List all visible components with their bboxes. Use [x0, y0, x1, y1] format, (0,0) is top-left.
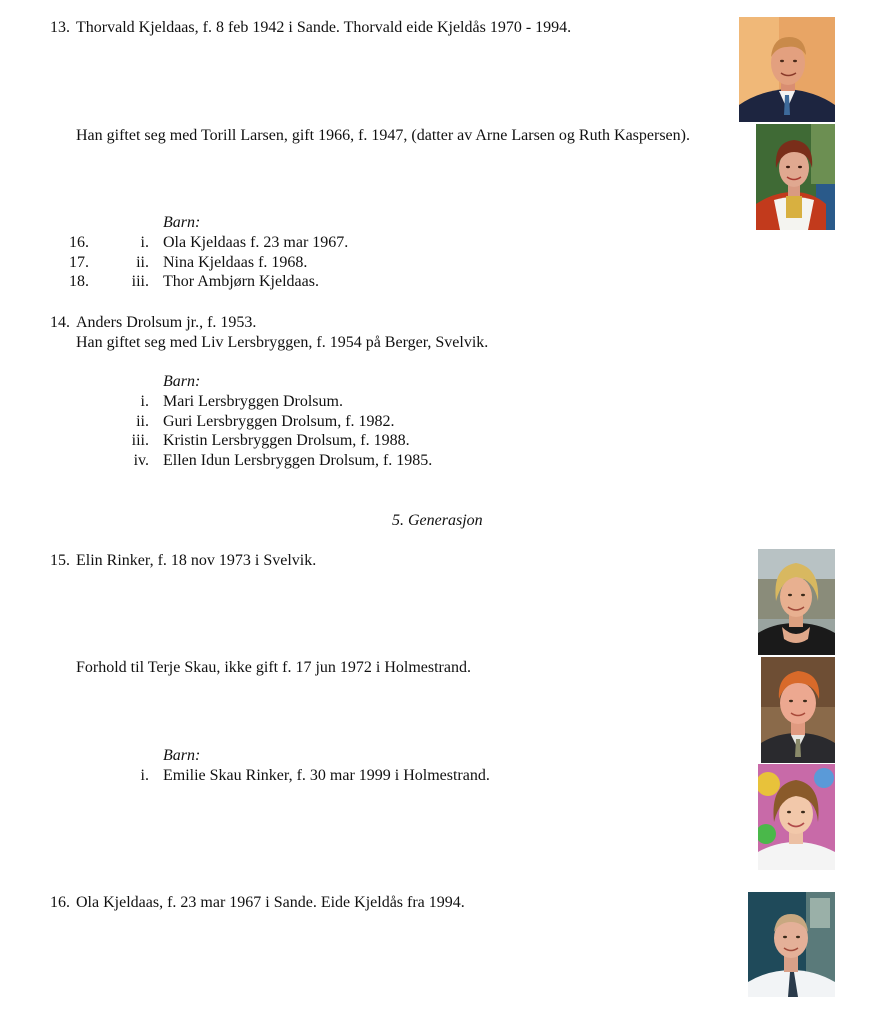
child-roman-numeral: ii.	[136, 254, 149, 271]
portrait-photo-emilie	[758, 764, 835, 870]
portrait-photo-terje	[761, 657, 835, 763]
entry-13-marriage: Han giftet seg med Torill Larsen, gift 1966, f. 1947, (datter av Arne Larsen og Ruth Kaspersen).	[76, 127, 690, 144]
child-roman-numeral: ii.	[136, 413, 149, 430]
entry-13-children-heading: Barn:	[163, 214, 201, 231]
entry-13-text: Thorvald Kjeldaas, f. 8 feb 1942 i Sande. Thorvald eide Kjeldås 1970 - 1994.	[76, 19, 572, 36]
entry-15-children-heading: Barn:	[163, 747, 201, 764]
child-ref-number: 16.	[69, 234, 89, 251]
portrait-photo-elin	[758, 549, 835, 655]
entry-14-number: 14.	[50, 314, 70, 331]
child-name: Thor Ambjørn Kjeldaas.	[163, 273, 319, 290]
entry-15-text: Elin Rinker, f. 18 nov 1973 i Svelvik.	[76, 552, 317, 569]
child-ref-number: 17.	[69, 254, 89, 271]
entry-14-text: Anders Drolsum jr., f. 1953.	[76, 314, 257, 331]
child-name: Guri Lersbryggen Drolsum, f. 1982.	[163, 413, 395, 430]
generation-heading: 5. Generasjon	[392, 512, 483, 529]
entry-14-marriage: Han giftet seg med Liv Lersbryggen, f. 1954 på Berger, Svelvik.	[76, 334, 489, 351]
child-name: Ola Kjeldaas f. 23 mar 1967.	[163, 234, 349, 251]
child-roman-numeral: i.	[140, 393, 149, 410]
child-ref-number: 18.	[69, 273, 89, 290]
portrait-photo-ola	[748, 892, 835, 997]
child-name: Nina Kjeldaas f. 1968.	[163, 254, 308, 271]
child-name: Ellen Idun Lersbryggen Drolsum, f. 1985.	[163, 452, 433, 469]
child-name: Emilie Skau Rinker, f. 30 mar 1999 i Holmestrand.	[163, 767, 490, 784]
child-roman-numeral: i.	[140, 234, 149, 251]
portrait-photo-thorvald	[739, 17, 835, 122]
entry-14-children-heading: Barn:	[163, 373, 201, 390]
entry-13-number: 13.	[50, 19, 70, 36]
entry-16-number: 16.	[50, 894, 70, 911]
child-name: Mari Lersbryggen Drolsum.	[163, 393, 343, 410]
child-roman-numeral: iv.	[133, 452, 149, 469]
entry-15-number: 15.	[50, 552, 70, 569]
portrait-photo-torill	[756, 124, 835, 230]
child-roman-numeral: i.	[140, 767, 149, 784]
entry-16-text: Ola Kjeldaas, f. 23 mar 1967 i Sande. Eide Kjeldås fra 1994.	[76, 894, 465, 911]
child-roman-numeral: iii.	[131, 432, 149, 449]
child-roman-numeral: iii.	[131, 273, 149, 290]
entry-15-relation: Forhold til Terje Skau, ikke gift f. 17 jun 1972 i Holmestrand.	[76, 659, 471, 676]
child-name: Kristin Lersbryggen Drolsum, f. 1988.	[163, 432, 410, 449]
